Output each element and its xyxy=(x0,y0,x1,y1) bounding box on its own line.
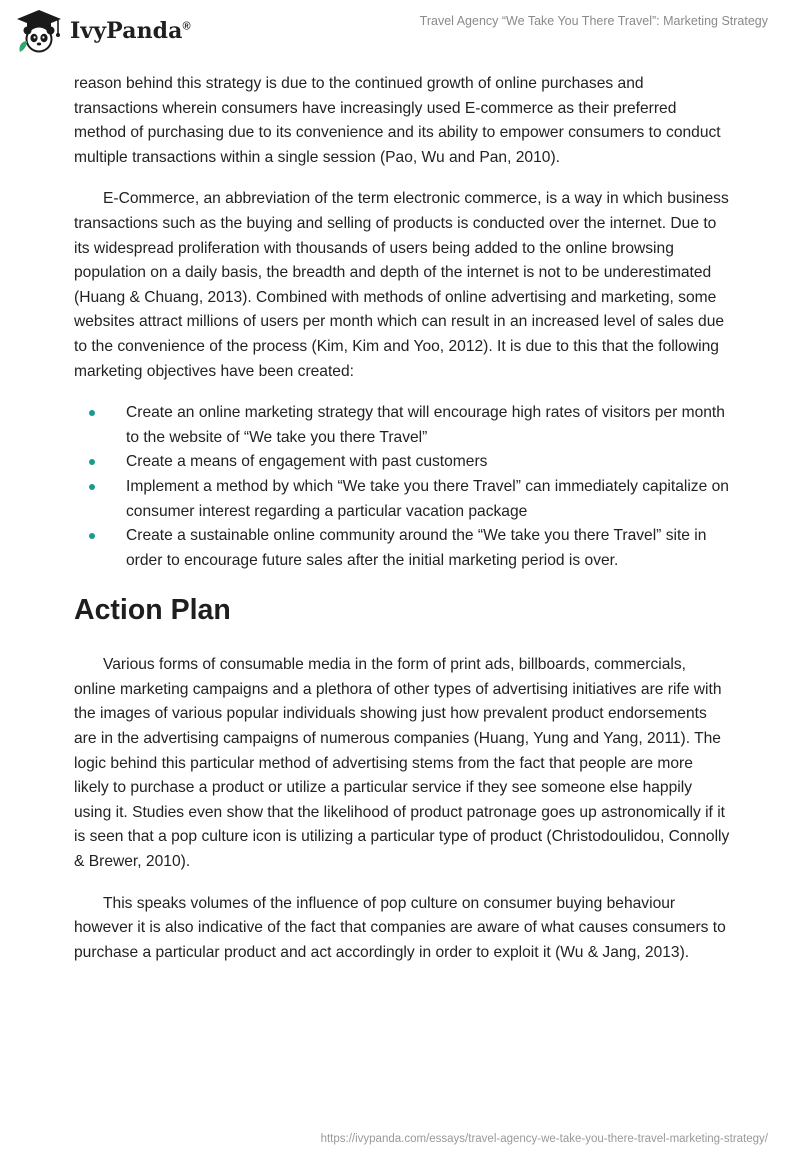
logo-wordmark: IvyPanda® xyxy=(70,18,191,44)
list-item: Create an online marketing strategy that will encourage high rates of visitors per month to the website of “We take you there Travel” xyxy=(74,401,730,450)
objectives-list xyxy=(74,401,730,573)
list-item: Implement a method by which “We take you there Travel” can immediately capitalize on consumer interest regarding a particular vacation package xyxy=(74,475,730,524)
list-item: Create a sustainable online community around the “We take you there Travel” site in order to encourage future sales after the initial marketing period is over. xyxy=(74,524,730,573)
essay-content xyxy=(74,72,730,965)
source-url-link[interactable]: https://ivypanda.com/essays/travel-agency-we-take-you-there-travel-marketing-strategy/ xyxy=(320,1133,768,1145)
paragraph: Various forms of consumable media in the form of print ads, billboards, commercials, online marketing campaigns and a plethora of other types of advertising initiatives are rife with the images of various popular individuals showing just how prevalent product endorsements are in the advertising campaigns of numerous companies (Huang, Yung and Yang, 2011). The logic behind this particular method of advertising stems from the fact that people are more likely to purchase a product or utilize a particular service if they see someone else happily using it. Studies even show that the likelihood of product patronage goes up astronomically if it is seen that a pop culture icon is utilizing a particular type of product (Christodoulidou, Connolly & Brewer, 2010). xyxy=(74,656,730,871)
bullet-icon xyxy=(89,533,95,539)
section-heading: Action Plan xyxy=(74,594,231,627)
paragraph: reason behind this strategy is due to the continued growth of online purchases and transactions wherein consumers have increasingly used E-commerce as their preferred method of purchasing due to its convenience and its ability to empower consumers to conduct multiple transactions within a single session (Pao, Wu and Pan, 2010). xyxy=(74,75,721,166)
document-title: Travel Agency “We Take You There Travel”: Marketing Strategy xyxy=(419,14,768,28)
paragraph: E-Commerce, an abbreviation of the term electronic commerce, is a way in which business transactions such as the buying and selling of products is conducted over the internet. Due to its widespread proliferation with thousands of users being added to the online browsing population on a daily basis, the breadth and depth of the internet is not to be underestimated (Huang & Chuang, 2013). Combined with methods of online advertising and marketing, some websites attract millions of users per month which can result in an increased level of sales due to the convenience of the process (Kim, Kim and Yoo, 2012). It is due to this that the following marketing objectives have been created: xyxy=(74,190,729,380)
list-item: Create a means of engagement with past customers xyxy=(74,450,730,475)
page-header xyxy=(0,0,800,60)
bullet-icon xyxy=(89,484,95,490)
bullet-icon xyxy=(89,459,95,465)
paragraph: This speaks volumes of the influence of pop culture on consumer buying behaviour however it is also indicative of the fact that companies are aware of what causes consumers to purchase a particular product and act accordingly in order to exploit it (Wu & Jang, 2013). xyxy=(74,894,726,961)
bullet-icon xyxy=(89,410,95,416)
panda-logo-icon xyxy=(14,8,64,54)
ivypanda-logo[interactable] xyxy=(14,8,191,54)
